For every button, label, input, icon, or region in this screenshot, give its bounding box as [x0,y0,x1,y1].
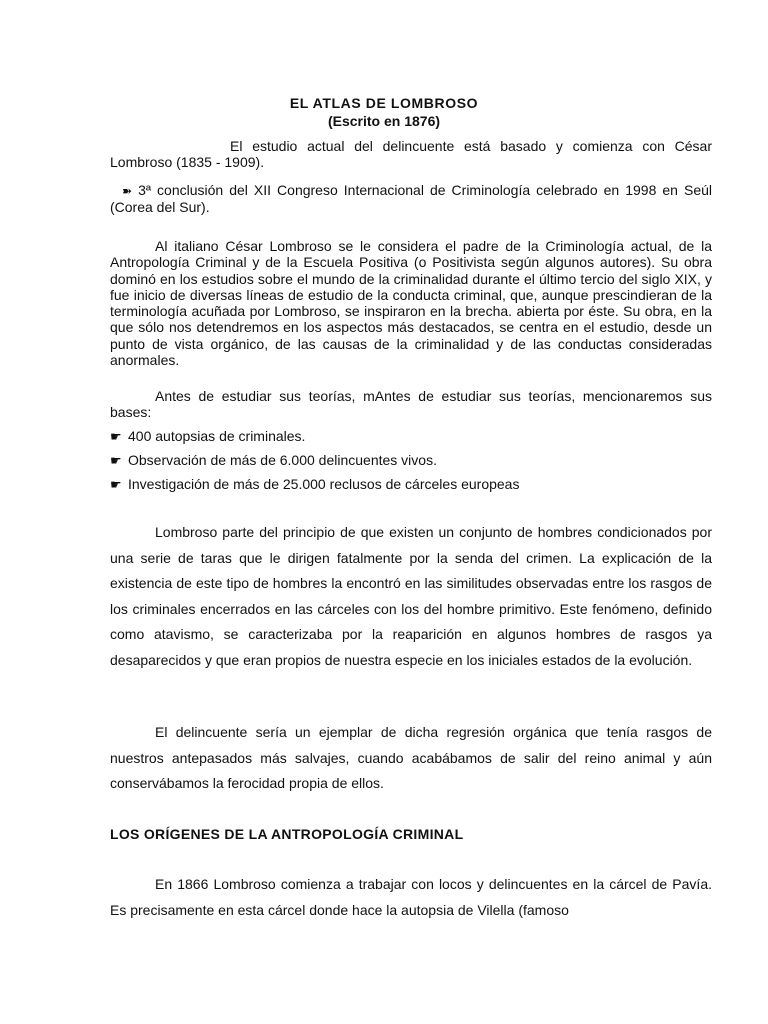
paragraph-atavism: Lombroso parte del principio de que existen un conjunto de hombres condicionados por una serie de taras que le dirigen fatalmente por la senda del crimen. La explicación de la existencia de este tipo de hombres la encontró en las similitudes observadas entre los rasgos de los criminales encerrados en las cárceles con los del hombre primitivo. Este fenómeno, definido como atavismo, se caracterizaba por la reaparición en algunos hombres de rasgos ya desaparecidos y que eran propios de nuestra especie en los iniciales estados de la evolución. [110,524,712,668]
document-subtitle: (Escrito en 1876) [327,113,441,129]
pointing-hand-icon: ☛ [110,478,122,493]
paragraph-bases: Antes de estudiar sus teorías, mAntes de estudiar sus teorías, mencionaremos sus bases: [110,388,712,421]
arrow-bullet-icon: ➽ [122,184,133,198]
conclusion-text: 3ª conclusión del XII Congreso Internacional de Criminología celebrado en 1998 en Seúl (Corea del Sur). [110,182,712,216]
pointing-hand-icon: ☛ [110,430,122,445]
list-item: ☛ 400 autopsias de criminales. [110,428,306,445]
section-heading: LOS ORÍGENES DE LA ANTROPOLOGÍA CRIMINAL [110,826,464,842]
pointing-hand-icon: ☛ [110,454,122,469]
document-title: EL ATLAS DE LOMBROSO [289,95,479,111]
paragraph-lombroso-intro: Al italiano César Lombroso se le considera el padre de la Criminología actual, de la Antropología Criminal y de la Escuela Positiva (o Positivista según algunos autores). Su obra dominó en los estudios sobre el mundo de la criminalidad durante el último tercio del siglo XIX, y fue inicio de diversas líneas de estudio de la conducta criminal, que, aunque prescindieran de la terminología acuñada por Lombroso, se inspiraron en la brecha. abierta por éste. Su obra, en la que sólo nos detendremos en los aspectos más destacados, se centra en el estudio, desde un punto de vista orgánico, de las causas de la criminalidad y de las conductas consideradas anormales. [110,238,712,369]
paragraph-origins: En 1866 Lombroso comienza a trabajar con locos y delincuentes en la cárcel de Pavía. Es precisamente en esta cárcel donde hace la autopsia de Vilella (famoso [110,876,712,918]
paragraph-regression: El delincuente sería un ejemplar de dicha regresión orgánica que tenía rasgos de nuestros antepasados más salvajes, cuando acabábamos de salir del reino animal y aún conservábamos la ferocidad propia de ellos. [110,724,712,791]
list-item: ☛ Investigación de más de 25.000 reclusos de cárceles europeas [110,476,520,493]
list-item: ☛ Observación de más de 6.000 delincuentes vivos. [110,452,437,469]
conclusion-paragraph [110,182,712,216]
intro-paragraph: El estudio actual del delincuente está basado y comienza con César Lombroso (1835 - 1909). [110,138,712,171]
